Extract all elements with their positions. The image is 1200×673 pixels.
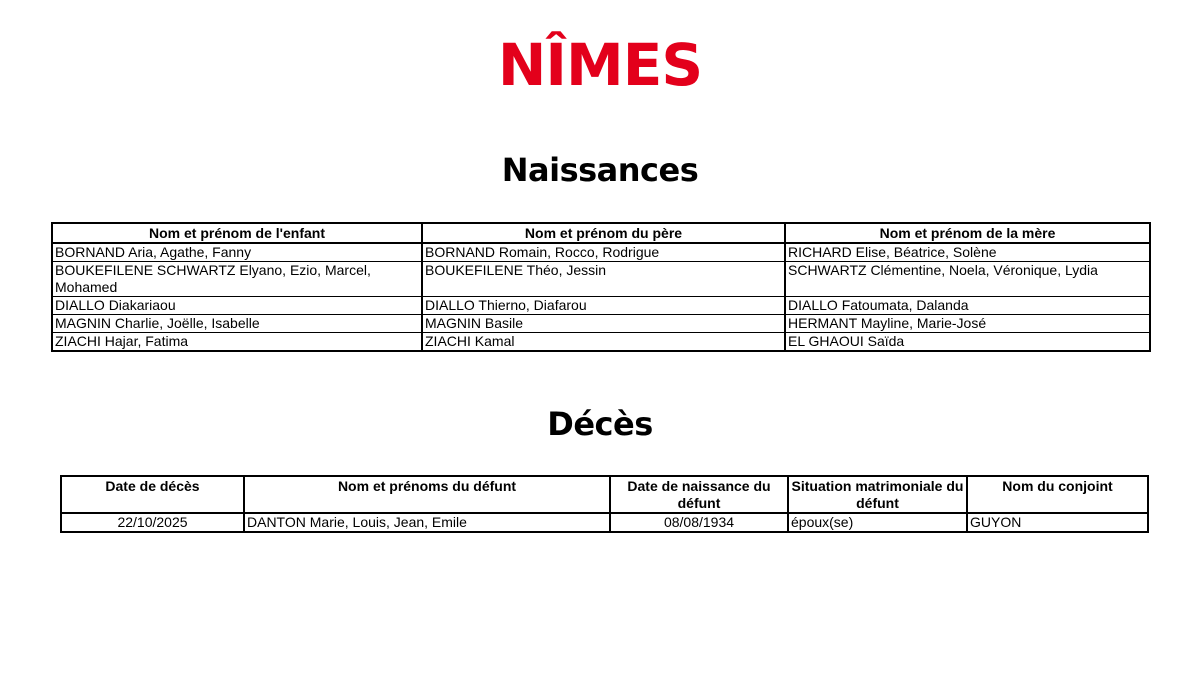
father-name: DIALLO Thierno, Diafarou <box>422 297 785 315</box>
deaths-header-date: Date de décès <box>61 476 244 513</box>
deaths-header-birthdate: Date de naissance du défunt <box>610 476 788 513</box>
deaths-section-title: Décès <box>547 405 653 443</box>
births-row <box>52 315 1150 333</box>
births-table <box>51 222 1151 352</box>
births-header-child: Nom et prénom de l'enfant <box>52 223 422 243</box>
father-name: MAGNIN Basile <box>422 315 785 333</box>
father-name: BOUKEFILENE Théo, Jessin <box>422 262 785 297</box>
deaths-header-row <box>61 476 1148 513</box>
child-name: ZIACHI Hajar, Fatima <box>52 333 422 352</box>
mother-name: DIALLO Fatoumata, Dalanda <box>785 297 1150 315</box>
births-row <box>52 262 1150 297</box>
deaths-table <box>60 475 1149 533</box>
deceased-birthdate: 08/08/1934 <box>610 513 788 532</box>
child-name: BOUKEFILENE SCHWARTZ Elyano, Ezio, Marcel, Mohamed <box>52 262 422 297</box>
child-name: BORNAND Aria, Agathe, Fanny <box>52 243 422 262</box>
nimes-logo: NÎMES <box>497 31 703 99</box>
father-name: ZIACHI Kamal <box>422 333 785 352</box>
deaths-row <box>61 513 1148 532</box>
births-row <box>52 333 1150 352</box>
deaths-header-marital-status: Situation matrimoniale du défunt <box>788 476 967 513</box>
mother-name: EL GHAOUI Saïda <box>785 333 1150 352</box>
spouse-name: GUYON <box>967 513 1148 532</box>
mother-name: SCHWARTZ Clémentine, Noela, Véronique, Lydia <box>785 262 1150 297</box>
father-name: BORNAND Romain, Rocco, Rodrigue <box>422 243 785 262</box>
births-row <box>52 243 1150 262</box>
deceased-name: DANTON Marie, Louis, Jean, Emile <box>244 513 610 532</box>
deaths-header-spouse: Nom du conjoint <box>967 476 1148 513</box>
child-name: DIALLO Diakariaou <box>52 297 422 315</box>
births-row <box>52 297 1150 315</box>
marital-status: époux(se) <box>788 513 967 532</box>
births-header-mother: Nom et prénom de la mère <box>785 223 1150 243</box>
births-header-father: Nom et prénom du père <box>422 223 785 243</box>
births-header-row <box>52 223 1150 243</box>
mother-name: RICHARD Elise, Béatrice, Solène <box>785 243 1150 262</box>
death-date: 22/10/2025 <box>61 513 244 532</box>
deaths-header-name: Nom et prénoms du défunt <box>244 476 610 513</box>
child-name: MAGNIN Charlie, Joëlle, Isabelle <box>52 315 422 333</box>
mother-name: HERMANT Mayline, Marie-José <box>785 315 1150 333</box>
births-section-title: Naissances <box>501 151 699 189</box>
